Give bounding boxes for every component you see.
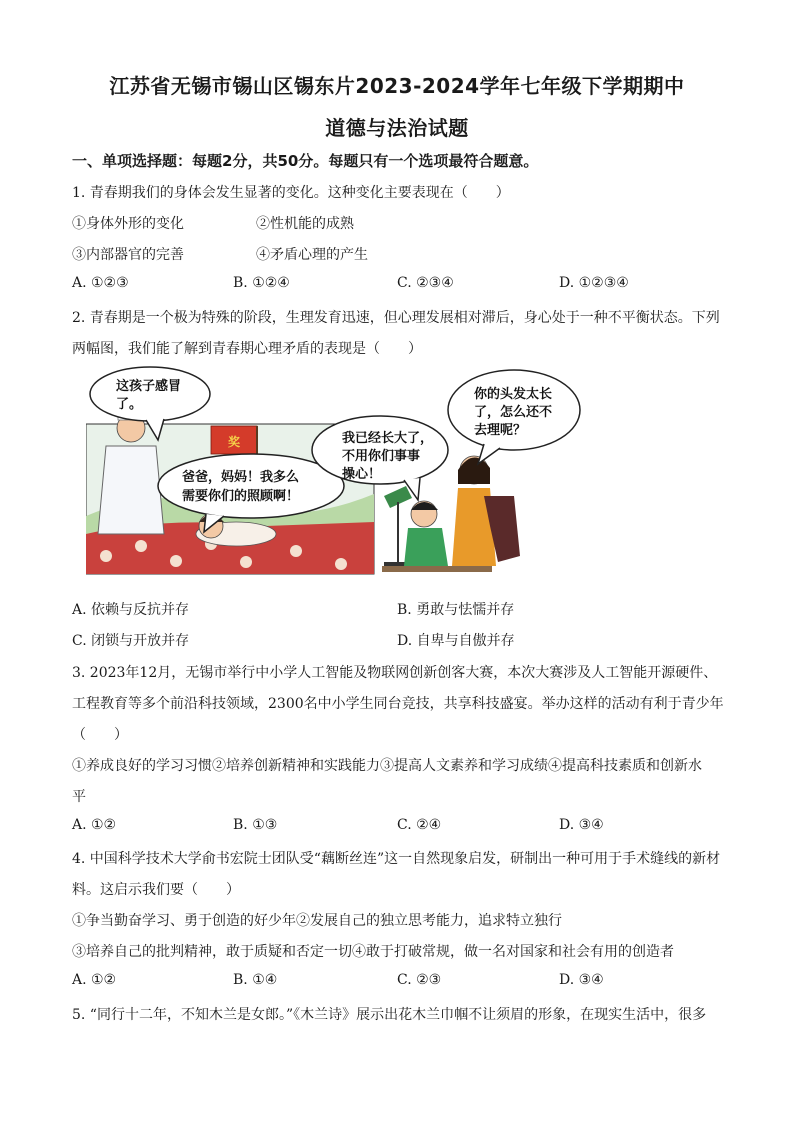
q2-option-c: C. 闭锁与开放并存 bbox=[72, 633, 190, 649]
bubble-doctor-text-2: 了。 bbox=[116, 397, 143, 412]
q1-option-a: A. ①②③ bbox=[72, 275, 129, 291]
bubble-teen-text-2: 不用你们事事 bbox=[342, 449, 421, 464]
q4-option-d: D. ③④ bbox=[559, 972, 604, 988]
q4-stem-line2: 料。这启示我们要（ ） bbox=[72, 882, 240, 898]
q3-stem-line1: 3. 2023年12月，无锡市举行中小学人工智能及物联网创新创客大赛，本次大赛涉及人工智能开源硬件、 bbox=[72, 665, 718, 681]
q4-items-line1: ①争当勤奋学习、勇于创造的好少年②发展自己的独立思考能力，追求特立独行 bbox=[72, 913, 562, 929]
q4-option-c: C. ②③ bbox=[397, 972, 442, 988]
q2-option-b: B. 勇敢与怯懦并存 bbox=[397, 602, 515, 618]
q5-stem-line1: 5. “同行十二年，不知木兰是女郎。”《木兰诗》展示出花木兰巾帼不让须眉的形象，在现实生活中，很多 bbox=[72, 1007, 707, 1023]
bubble-teen-text-3: 操心！ bbox=[342, 467, 382, 482]
flag-text: 奖 bbox=[227, 435, 241, 449]
q1-option-d: D. ①②③④ bbox=[559, 275, 629, 291]
bubble-mother-text-2: 了，怎么还不 bbox=[474, 405, 553, 420]
q4-stem-line1: 4. 中国科学技术大学俞书宏院士团队受“藕断丝连”这一自然现象启发，研制出一种可用于手术缝线的新材 bbox=[72, 851, 721, 867]
q3-items-line1: ①养成良好的学习习惯②培养创新精神和实践能力③提高人文素养和学习成绩④提高科技素质和创新水 bbox=[72, 758, 702, 774]
exam-title-line2: 道德与法治试题 bbox=[325, 116, 469, 140]
q1-item-4: ④矛盾心理的产生 bbox=[256, 247, 368, 263]
q1-option-b: B. ①②④ bbox=[233, 275, 290, 291]
q3-option-c: C. ②④ bbox=[397, 817, 442, 833]
bubble-child-text-1: 爸爸，妈妈！我多么 bbox=[182, 470, 300, 485]
bubble-mother-text-1: 你的头发太长 bbox=[474, 387, 553, 402]
q1-item-1: ①身体外形的变化 bbox=[72, 216, 184, 232]
bubble-mother-text-3: 去理呢？ bbox=[474, 423, 527, 438]
q1-option-c: C. ②③④ bbox=[397, 275, 454, 291]
exam-title-line1: 江苏省无锡市锡山区锡东片2023-2024学年七年级下学期期中 bbox=[109, 74, 685, 98]
q4-option-b: B. ①④ bbox=[233, 972, 278, 988]
q2-option-a: A. 依赖与反抗并存 bbox=[72, 602, 190, 618]
q3-stem-line3: （ ） bbox=[72, 727, 128, 743]
q2-stem-line1: 2. 青春期是一个极为特殊的阶段，生理发育迅速，但心理发展相对滞后，身心处于一种不平衡状态。下列 bbox=[72, 310, 720, 326]
bubble-doctor-text-1: 这孩子感冒 bbox=[116, 379, 182, 394]
q3-items-line2: 平 bbox=[72, 789, 86, 805]
q3-option-a: A. ①② bbox=[72, 817, 117, 833]
bubble-child-text-2: 需要你们的照顾啊！ bbox=[182, 489, 300, 504]
q4-option-a: A. ①② bbox=[72, 972, 117, 988]
section-heading: 一、单项选择题：每题2分，共50分。每题只有一个选项最符合题意。 bbox=[72, 152, 539, 170]
q1-stem: 1. 青春期我们的身体会发生显著的变化。这种变化主要表现在（ ） bbox=[72, 185, 510, 201]
q4-items-line2: ③培养自己的批判精神，敢于质疑和否定一切④敢于打破常规，做一名对国家和社会有用的创造者 bbox=[72, 944, 674, 960]
bubble-mother bbox=[448, 370, 580, 464]
q2-stem-line2: 两幅图，我们能了解到青春期心理矛盾的表现是（ ） bbox=[72, 341, 422, 357]
q3-option-d: D. ③④ bbox=[559, 817, 604, 833]
q2-cartoon-illustration bbox=[86, 366, 724, 581]
q3-stem-line2: 工程教育等多个前沿科技领域，2300名中小学生同台竞技，共享科技盛宴。举办这样的活动有利于青少年 bbox=[72, 696, 724, 712]
q1-item-3: ③内部器官的完善 bbox=[72, 247, 184, 263]
q1-item-2: ②性机能的成熟 bbox=[256, 216, 354, 232]
bubble-teen-text-1: 我已经长大了， bbox=[342, 431, 434, 446]
q2-option-d: D. 自卑与自傲并存 bbox=[397, 633, 515, 649]
q3-option-b: B. ①③ bbox=[233, 817, 278, 833]
